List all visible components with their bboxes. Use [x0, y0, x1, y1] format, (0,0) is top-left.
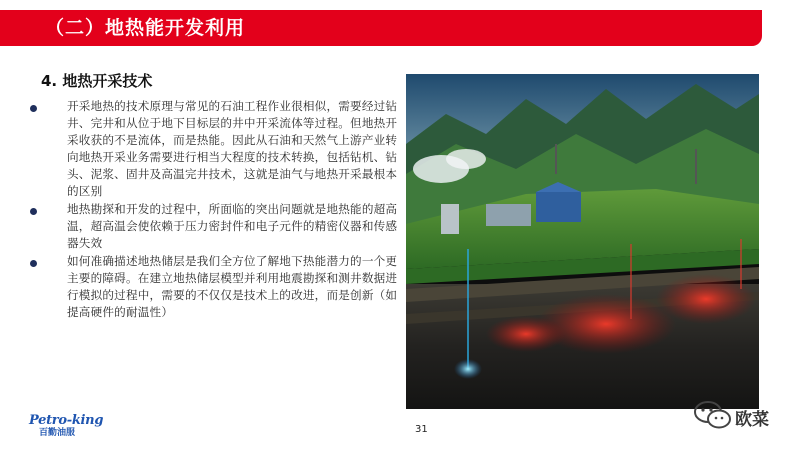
wechat-icon	[693, 398, 733, 432]
bullet-text: 地热勘探和开发的过程中，所面临的突出问题就是地热能的超高温，超高温会使依赖于压力密封件和电子元件的精密仪器和传感器失效	[67, 202, 398, 250]
wechat-label: 欧菜	[735, 410, 769, 430]
company-logo	[29, 414, 109, 439]
section-heading: 4. 地热开采技术	[41, 72, 153, 90]
bullet-dot-icon	[30, 105, 37, 112]
bullet-item	[30, 98, 400, 200]
logo-english: Petro-king	[29, 413, 104, 428]
page-number: 31	[415, 424, 428, 435]
bullet-text: 开采地热的技术原理与常见的石油工程作业很相似，需要经过钻井、完井和从位于地下目标层的井中开采流体等过程。但地热开采收获的不是流体，而是热能。因此从石油和天然气上游产业转向地热开采业务需要进行相当大程度的技术转换，包括钻机、钻头、泥浆、固井及高温完井技术，这就是油气与地热开采最根本的区别	[67, 99, 398, 198]
bullet-list	[30, 98, 400, 322]
geothermal-cross-section-image	[406, 74, 759, 409]
bullet-text: 如何准确描述地热储层是我们全方位了解地下热能潜力的一个更主要的障碍。在建立地热储层模型并利用地震勘探和测井数据进行模拟的过程中，需要的不仅仅是技术上的改进，而是创新（如提高硬件的耐温性）	[67, 254, 398, 319]
title-bar	[0, 10, 762, 46]
bullet-item	[30, 201, 400, 252]
bullet-dot-icon	[30, 260, 37, 267]
logo-chinese: 百勤油服	[39, 428, 76, 438]
bullet-item	[30, 253, 400, 321]
bullet-dot-icon	[30, 208, 37, 215]
geothermal-illustration	[406, 74, 759, 409]
slide-title: （二）地热能开发利用	[45, 17, 246, 39]
wechat-watermark	[693, 398, 783, 434]
